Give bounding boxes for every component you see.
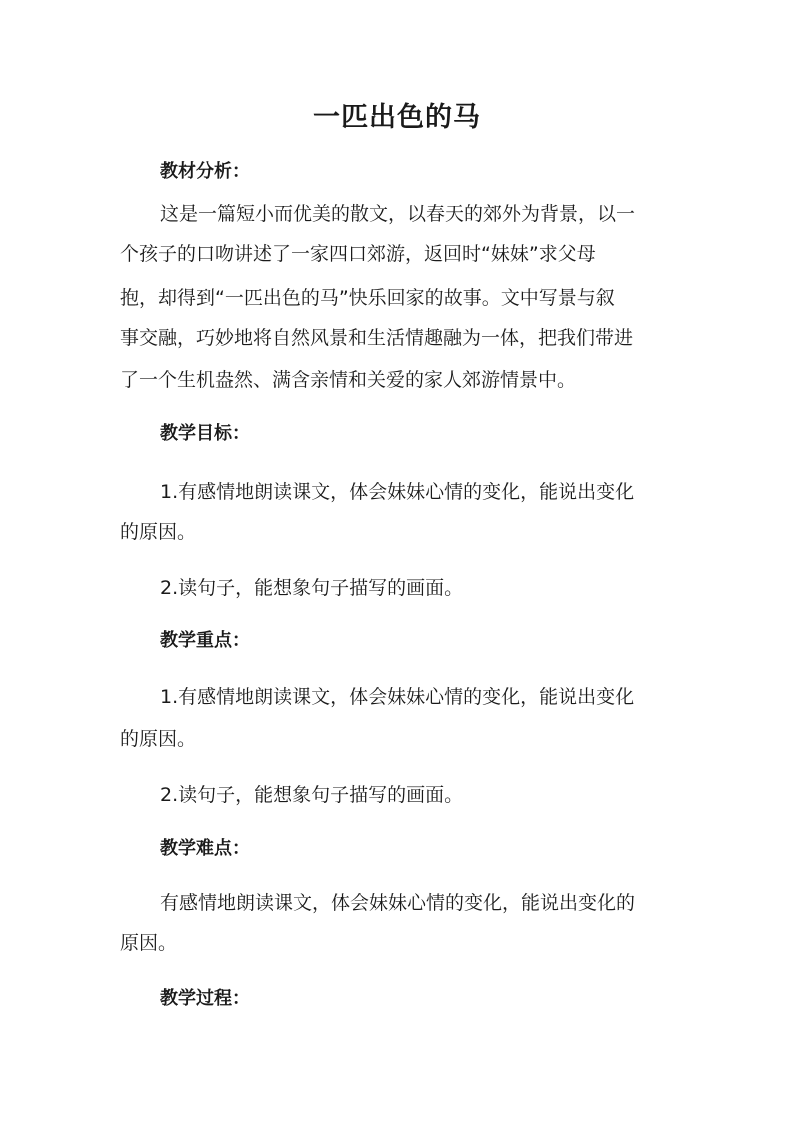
analysis-heading: 教材分析： bbox=[160, 161, 250, 182]
analysis-line: 事交融，巧妙地将自然风景和生活情趣融为一体，把我们带进 bbox=[120, 327, 634, 349]
goals-heading: 教学目标： bbox=[160, 423, 250, 444]
key-points-heading: 教学重点： bbox=[160, 630, 250, 651]
document-title: 一匹出色的马 bbox=[313, 102, 481, 133]
key-points-item-2: 2.读句子，能想象句子描写的画面。 bbox=[160, 784, 464, 806]
goals-item-2: 2.读句子，能想象句子描写的画面。 bbox=[160, 577, 464, 599]
analysis-line: 抱，却得到“一匹出色的马”快乐回家的故事。文中写景与叙 bbox=[120, 287, 615, 309]
analysis-line: 个孩子的口吻讲述了一家四口郊游，返回时“妹妹”求父母 bbox=[120, 243, 596, 265]
goals-item-1-line: 的原因。 bbox=[120, 521, 197, 543]
goals-item-1-line: 1.有感情地朗读课文，体会妹妹心情的变化，能说出变化 bbox=[160, 481, 635, 503]
difficulties-line: 原因。 bbox=[120, 932, 178, 954]
difficulties-line: 有感情地朗读课文，体会妹妹心情的变化，能说出变化的 bbox=[160, 892, 636, 914]
analysis-line: 了一个生机盎然、满含亲情和关爱的家人郊游情景中。 bbox=[120, 369, 577, 391]
key-points-item-1-line: 的原因。 bbox=[120, 728, 197, 750]
process-heading: 教学过程： bbox=[160, 988, 250, 1009]
key-points-item-1-line: 1.有感情地朗读课文，体会妹妹心情的变化，能说出变化 bbox=[160, 686, 635, 708]
analysis-line: 这是一篇短小而优美的散文，以春天的郊外为背景，以一 bbox=[160, 203, 636, 225]
difficulties-heading: 教学难点： bbox=[160, 838, 250, 859]
